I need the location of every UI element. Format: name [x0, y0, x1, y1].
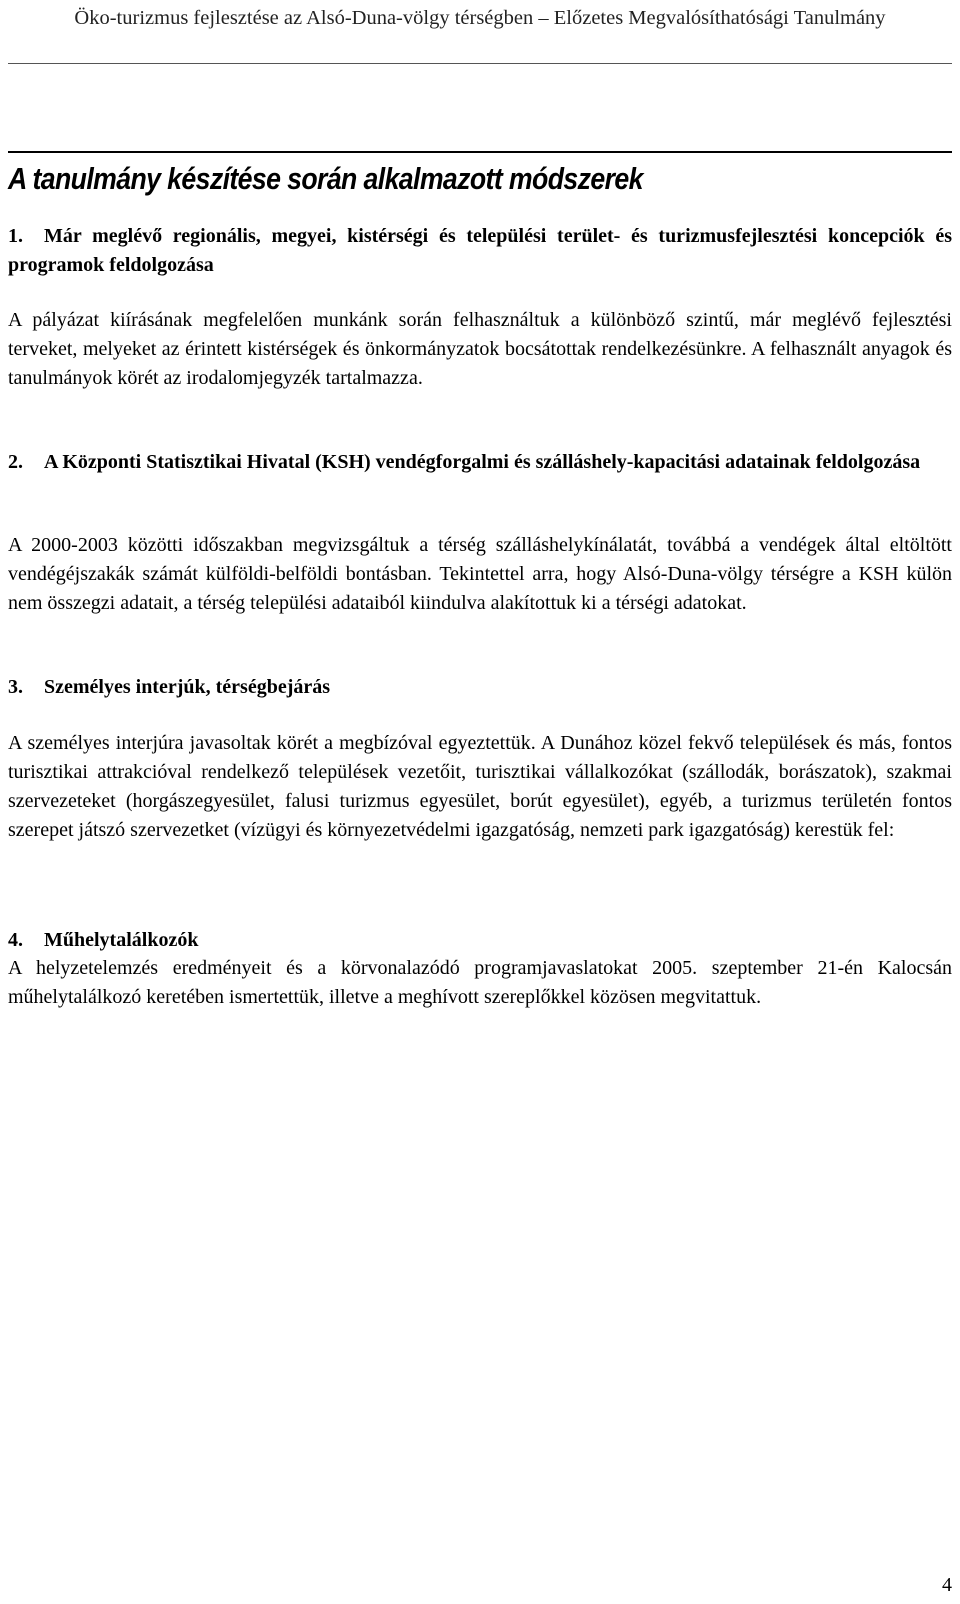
section-1-body: A pályázat kiírásának megfelelően munkánk során felhasználtuk a különböző szintű, már meglévő fejlesztési terveket, melyeket az érintett kistérségek és önkormányzatok bocsátottak rendelkezésünkre. A felhasznált anyagok és tanulmányok körét az irodalomjegyzék tartalmazza. — [8, 309, 952, 389]
running-header: Öko-turizmus fejlesztése az Alsó-Duna-völgy térségben – Előzetes Megvalósíthatósági Tanulmány — [74, 7, 886, 29]
section-4-heading — [8, 926, 952, 955]
section-4-body: A helyzetelemzés eredményeit és a körvonalazódó programjavaslatokat 2005. szeptember 21-én Kalocsán műhelytalálkozó keretében ismertettük, illetve a meghívott szereplőkkel közösen megvitattuk. — [8, 957, 952, 1008]
section-2-heading — [8, 448, 952, 477]
section-2-number: 2. — [8, 451, 23, 473]
section-1-number: 1. — [8, 225, 23, 247]
section-1-heading — [8, 222, 952, 280]
section-4-number: 4. — [8, 929, 23, 951]
section-3-body: A személyes interjúra javasoltak körét a megbízóval egyeztettük. A Dunához közel fekvő települések és más, fontos turisztikai attrakcióval rendelkező települések vezetőit, turisztikai vállalkozókat (szállodák, borászatok), szakmai szervezeteket (horgászegyesület, falusi turizmus egyesület, borút egyesület), egyéb, a turizmus területén fontos szerepet játszó szervezetket (vízügyi és környezetvédelmi igazgatóság, nemzeti park igazgatóság) kerestük fel: — [8, 732, 952, 841]
page-number: 4 — [942, 1574, 952, 1596]
section-2-heading-text: A Központi Statisztikai Hivatal (KSH) vendégforgalmi és szálláshely-kapacitási adatainak feldolgozása — [44, 451, 921, 473]
section-3-heading-text: Személyes interjúk, térségbejárás — [44, 676, 331, 698]
header-divider — [8, 63, 952, 64]
chapter-divider — [8, 151, 952, 153]
section-1-heading-text: Már meglévő regionális, megyei, kistérségi és települési terület- és turizmusfejlesztési koncepciók és programok feldolgozása — [8, 225, 952, 276]
section-2-body: A 2000-2003 közötti időszakban megvizsgáltuk a térség szálláshelykínálatát, továbbá a vendégek által eltöltött vendégéjszakák számát külföldi-belföldi bontásban. Tekintettel arra, hogy Alsó-Duna-völgy térségre a KSH külön nem összegzi adatait, a térség települési adataiból kiindulva alakítottuk ki a térségi adatokat. — [8, 534, 952, 614]
section-3-heading — [8, 673, 952, 702]
chapter-title: A tanulmány készítése során alkalmazott módszerek — [8, 161, 643, 196]
section-3-number: 3. — [8, 676, 23, 698]
section-4-heading-text: Műhelytalálkozók — [44, 929, 199, 951]
